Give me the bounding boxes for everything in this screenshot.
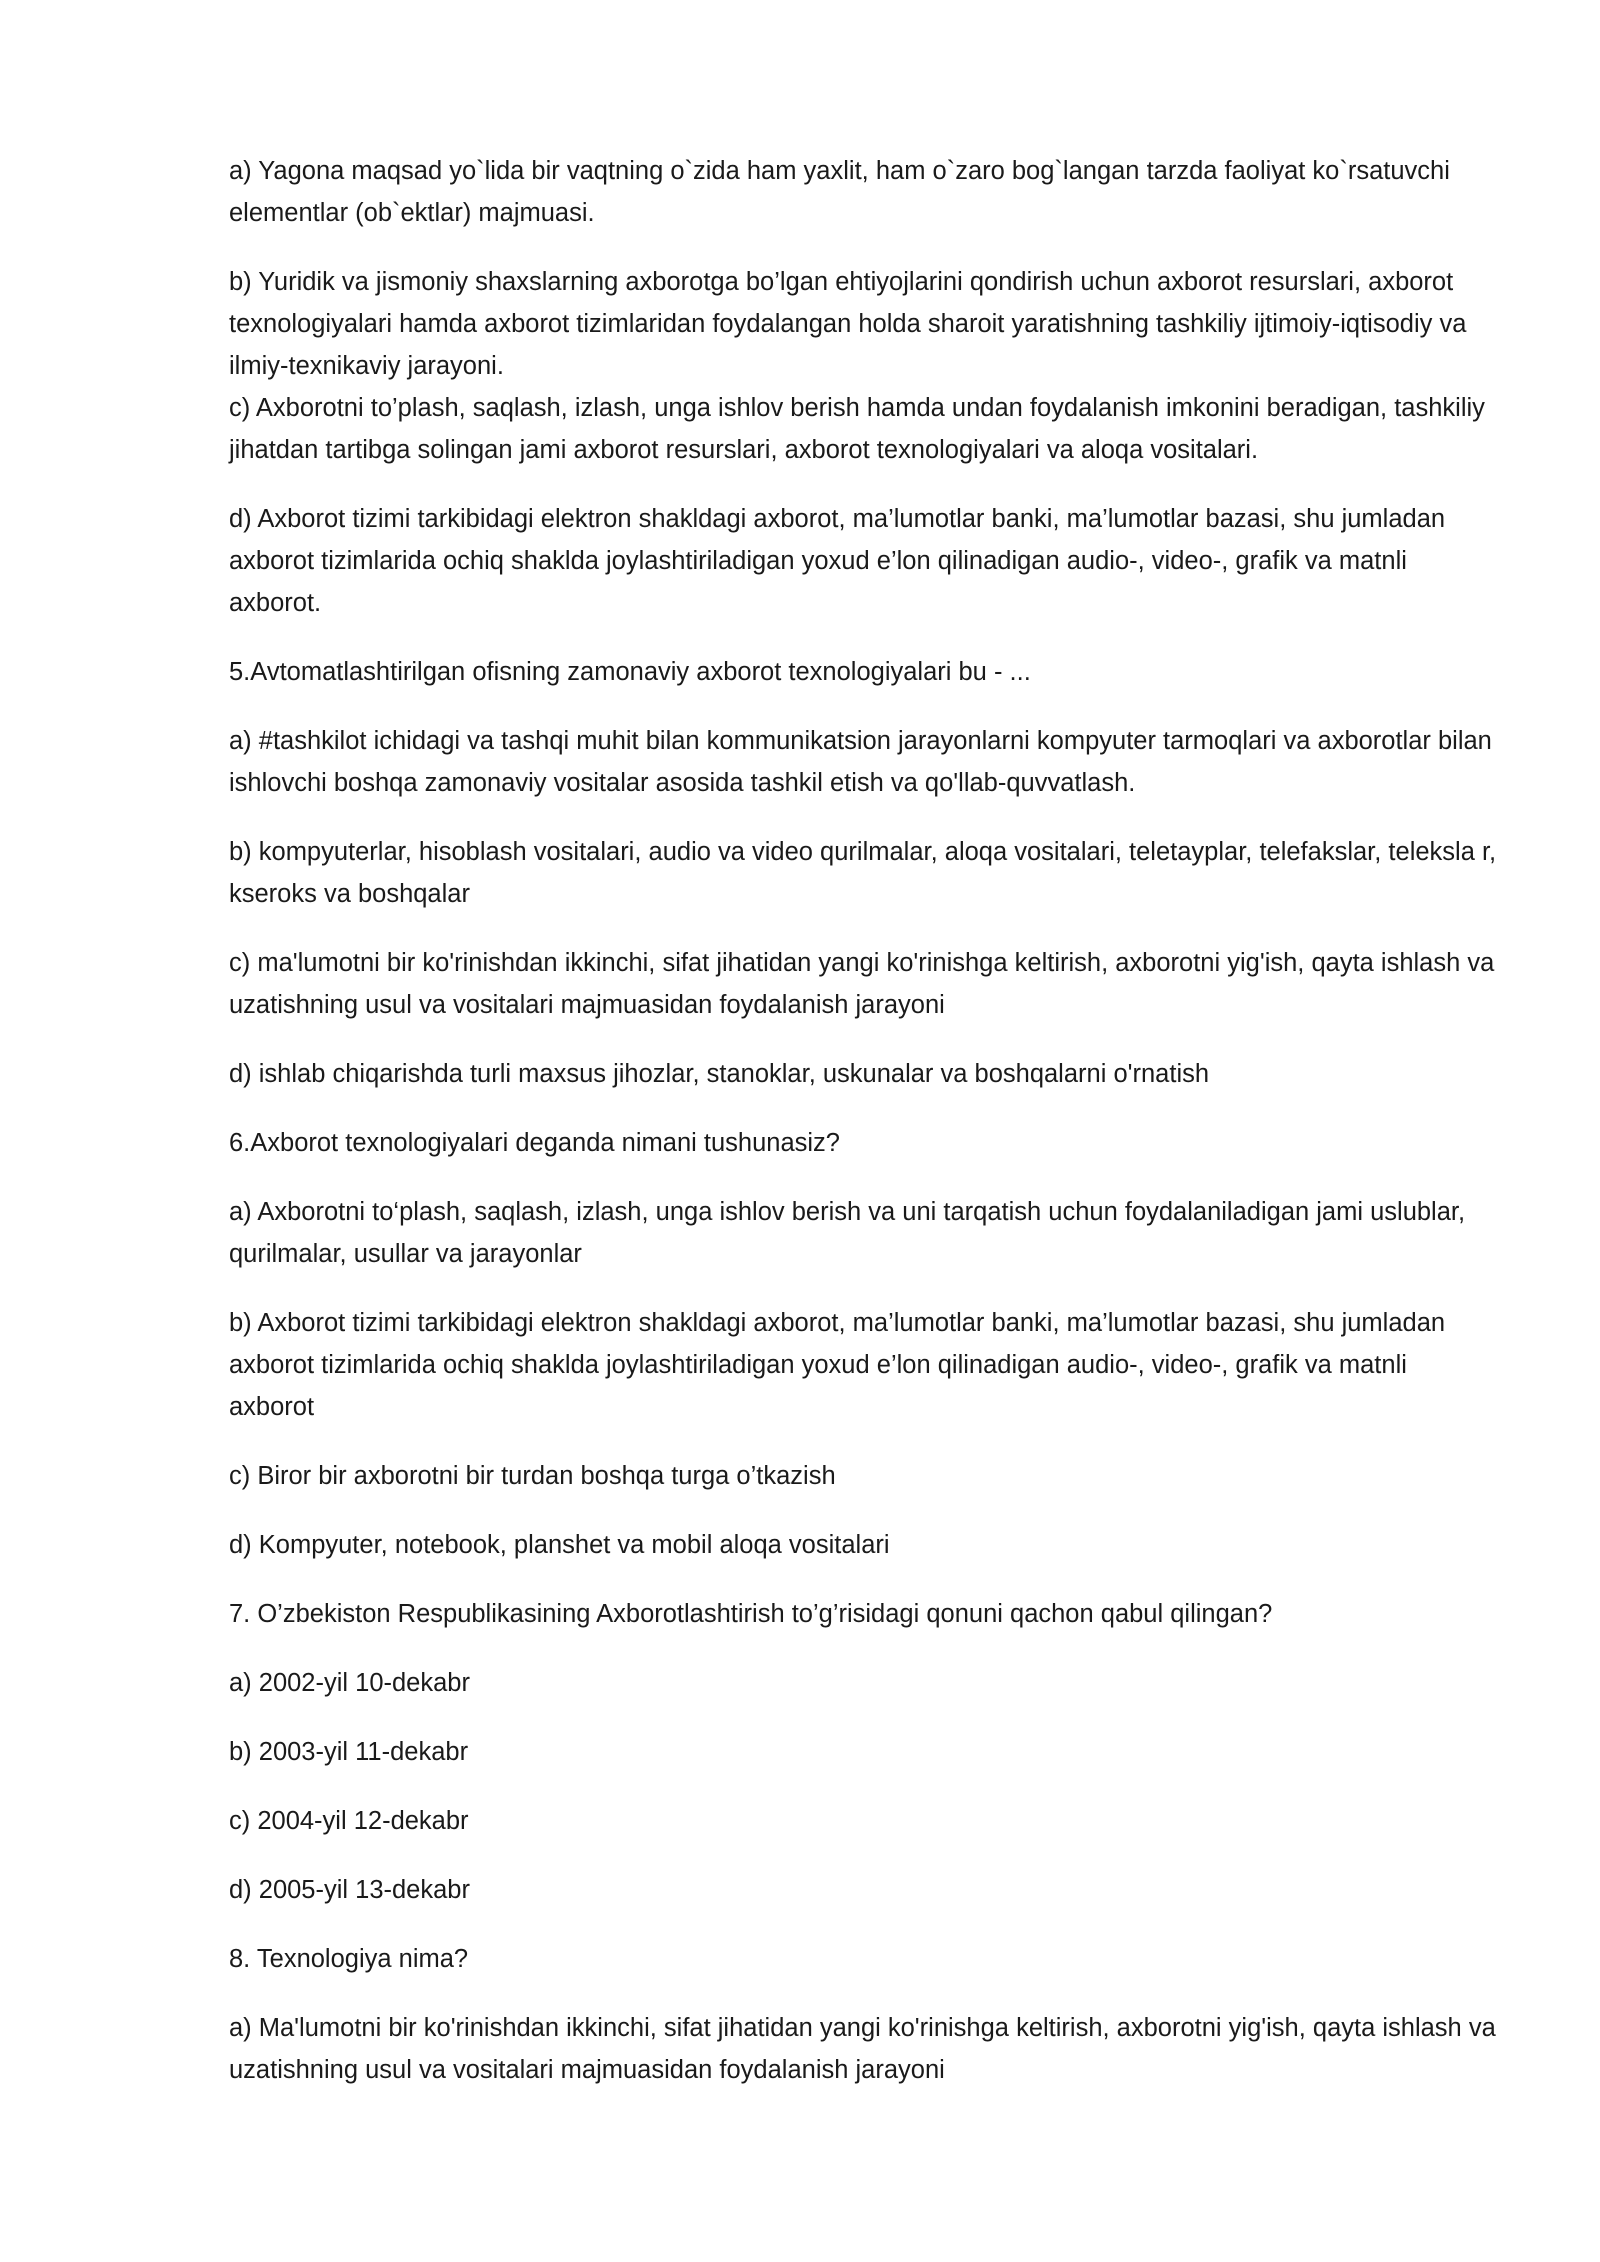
question-7-option-b: b) 2003-yil 11-dekabr: [229, 1738, 469, 1766]
question-5-heading: 5.Avtomatlashtirilgan ofisning zamonaviy axborot texnologiyalari bu - ...: [229, 658, 1031, 686]
document-page: [229, 150, 1499, 2118]
question-6-option-b: b) Axborot tizimi tarkibidagi elektron shakldagi axborot, ma’lumotlar banki, ma’lumotlar bazasi, shu jumladan axborot tizimlarida ochiq shaklda joylashtiriladigan yoxud e’lon qilinadigan audio-, video-, grafik va matnli axborot: [229, 1309, 1446, 1421]
question-7-option-c: c) 2004-yil 12-dekabr: [229, 1807, 469, 1835]
question-7-heading: 7. O’zbekiston Respublikasining Axborotlashtirish to’g’risidagi qonuni qachon qabul qilingan?: [229, 1600, 1273, 1628]
question-5-option-b: b) kompyuterlar, hisoblash vositalari, audio va video qurilmalar, aloqa vositalari, teletayplar, telefakslar, teleksla r, kseroks va boshqalar: [229, 838, 1497, 908]
question-6-heading: 6.Axborot texnologiyalari deganda nimani tushunasiz?: [229, 1129, 840, 1157]
option-a-paragraph: a) Yagona maqsad yo`lida bir vaqtning o`zida ham yaxlit, ham o`zaro bog`langan tarzda faoliyat ko`rsatuvchi elementlar (ob`ektlar) majmuasi.: [229, 157, 1450, 227]
option-b-paragraph: b) Yuridik va jismoniy shaxslarning axborotga bo’lgan ehtiyojlarini qondirish uchun axborot resurslari, axborot texnologiyalari hamda axborot tizimlaridan foydalangan holda sharoit yaratishning tashkiliy ijtimoiy-iqtisodiy va ilmiy-texnikaviy jarayoni.: [229, 268, 1467, 380]
option-d-paragraph: d) Axborot tizimi tarkibidagi elektron shakldagi axborot, ma’lumotlar banki, ma’lumotlar bazasi, shu jumladan axborot tizimlarida ochiq shaklda joylashtiriladigan yoxud e’lon qilinadigan audio-, video-, grafik va matnli axborot.: [229, 505, 1446, 617]
question-6-option-d: d) Kompyuter, notebook, planshet va mobil aloqa vositalari: [229, 1531, 890, 1559]
question-7-option-a: a) 2002-yil 10-dekabr: [229, 1669, 470, 1697]
question-6-option-c: c) Biror bir axborotni bir turdan boshqa turga o’tkazish: [229, 1462, 836, 1490]
question-7-option-d: d) 2005-yil 13-dekabr: [229, 1876, 470, 1904]
question-5-option-a: a) #tashkilot ichidagi va tashqi muhit bilan kommunikatsion jarayonlarni kompyuter tarmoqlari va axborotlar bilan ishlovchi boshqa zamonaviy vositalar asosida tashkil etish va qo'llab-quvvatlash.: [229, 727, 1492, 797]
question-5-option-d: d) ishlab chiqarishda turli maxsus jihozlar, stanoklar, uskunalar va boshqalarni o'rnatish: [229, 1060, 1210, 1088]
option-c-paragraph: c) Axborotni to’plash, saqlash, izlash, unga ishlov berish hamda undan foydalanish imkonini beradigan, tashkiliy jihatdan tartibga solingan jami axborot resurslari, axborot texnologiyalari va aloqa vositalari.: [229, 394, 1485, 464]
question-8-heading: 8. Texnologiya nima?: [229, 1945, 469, 1973]
question-6-option-a: a) Axborotni to‘plash, saqlash, izlash, unga ishlov berish va uni tarqatish uchun foydalaniladigan jami uslublar, qurilmalar, usullar va jarayonlar: [229, 1198, 1466, 1268]
question-8-option-a: a) Ma'lumotni bir ko'rinishdan ikkinchi, sifat jihatidan yangi ko'rinishga keltirish, axborotni yig'ish, qayta ishlash va uzatishning usul va vositalari majmuasidan foydalanish jarayoni: [229, 2014, 1496, 2084]
question-5-option-c: c) ma'lumotni bir ko'rinishdan ikkinchi, sifat jihatidan yangi ko'rinishga keltirish, axborotni yig'ish, qayta ishlash va uzatishning usul va vositalari majmuasidan foydalanish jarayoni: [229, 949, 1495, 1019]
